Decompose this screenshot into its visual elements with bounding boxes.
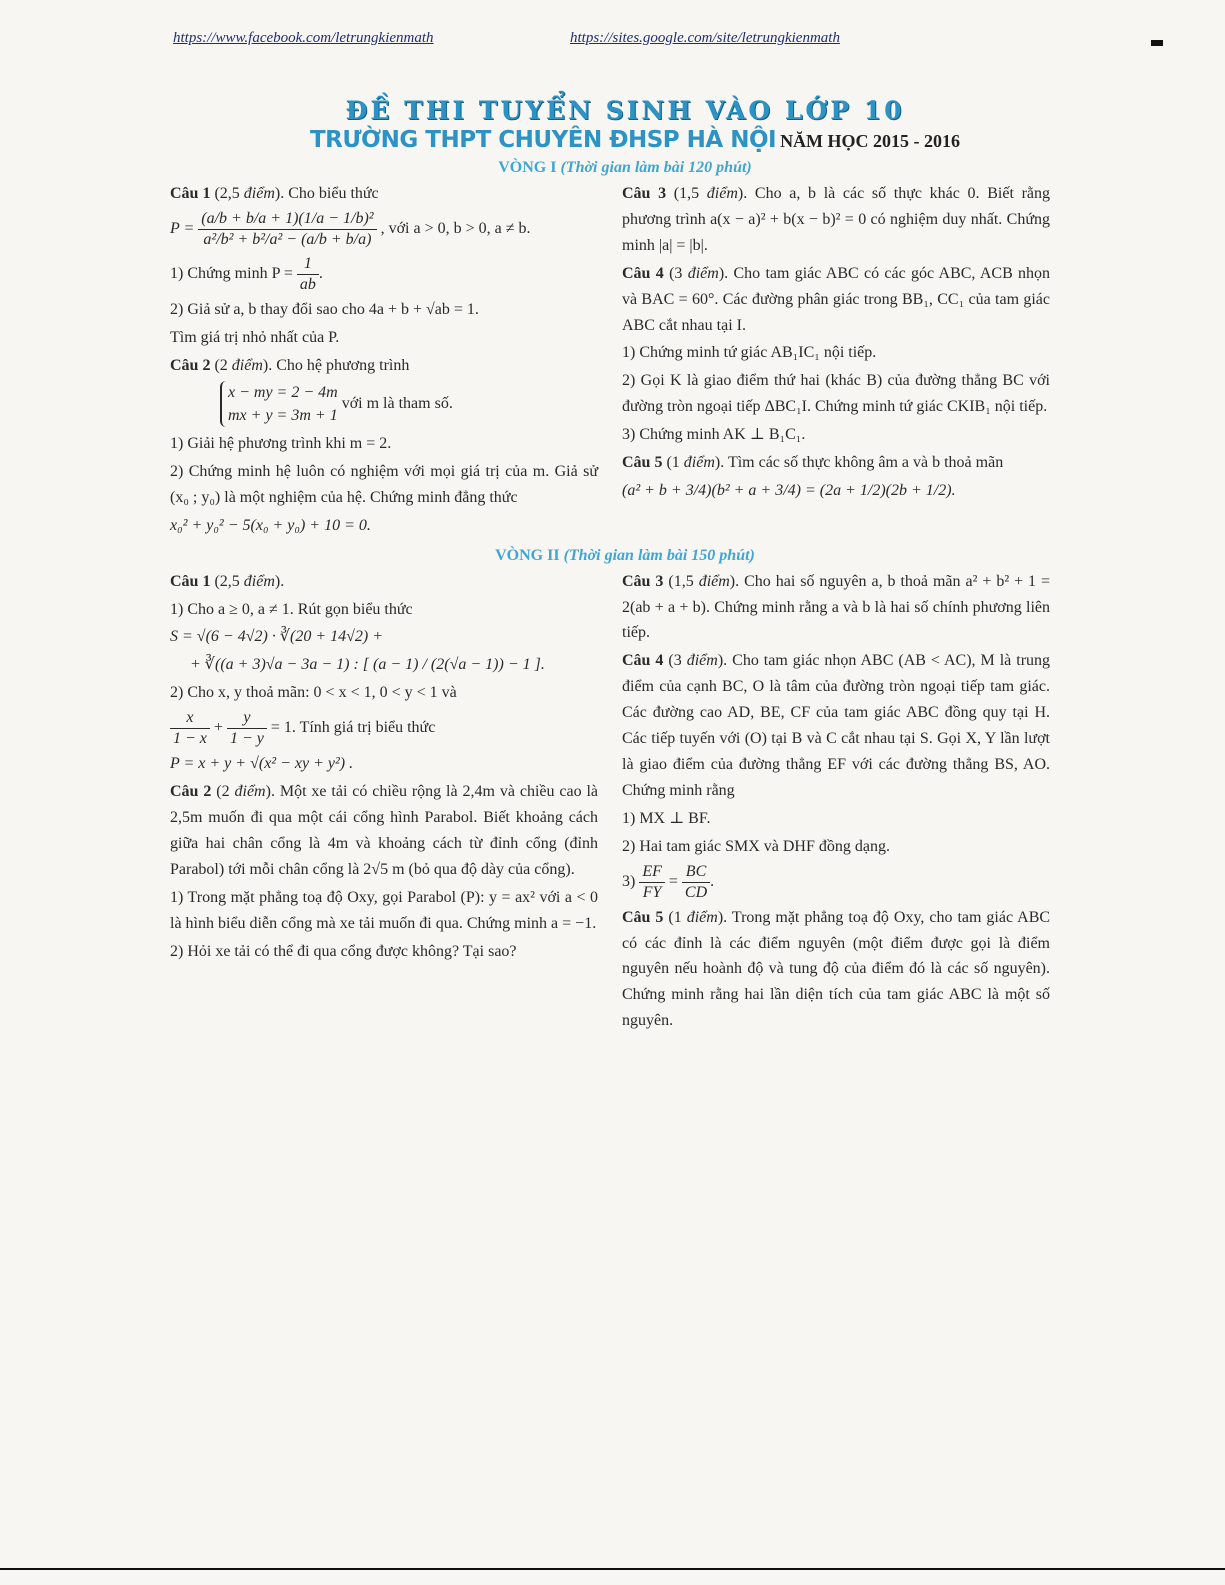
- r2-q4-part2: 2) Hai tam giác SMX và DHF đồng dạng.: [622, 837, 890, 855]
- round-2-title: VÒNG II (Thời gian làm bài 150 phút): [495, 546, 755, 564]
- r1-q5-equation: (a² + b + 3/4)(b² + a + 3/4) = (2a + 1/2)(2b + 1/2).: [622, 481, 956, 499]
- r1-q2-identity: x₀² + y₀² − 5(x₀ + y₀) + 10 = 0.: [170, 516, 371, 534]
- r2-q5: Câu 5 (1 điểm). Trong mặt phẳng toạ độ Oxy, cho tam giác ABC có các đỉnh là các điểm nguyên (một điểm được gọi là điểm nguyên nếu hoành độ và tung độ của điểm đó là các số nguyên). Chứng minh rằng hai lần diện tích của tam giác ABC là một số nguyên.: [622, 908, 1051, 1030]
- r1-q1-part2b: Tìm giá trị nhỏ nhất của P.: [170, 328, 340, 346]
- round-1-left-column: [170, 181, 598, 541]
- round-2-right-column: [622, 569, 1050, 1037]
- round-2-columns: [170, 569, 1050, 1037]
- round-2-left-column: [170, 569, 598, 1037]
- r1-q4: Câu 4 (3 điểm). Cho tam giác ABC có các góc ABC, ACB nhọn và BAC = 60°. Các đường phân giác trong BB₁, CC₁ của tam giác ABC cắt nhau tại I.: [622, 264, 1051, 334]
- round-1-right-column: [622, 181, 1050, 541]
- exam-content: [170, 96, 1050, 1036]
- r2-q1-label: Câu 1 (2,5 điểm).: [170, 572, 285, 590]
- r2-q4-part1: 1) MX ⊥ BF.: [622, 809, 711, 827]
- facebook-link[interactable]: https://www.facebook.com/letrungkienmath: [173, 30, 434, 46]
- r1-q5: Câu 5 (1 điểm). Tìm các số thực không âm a và b thoả mãn: [622, 454, 1004, 472]
- r2-q3: Câu 3 (1,5 điểm). Cho hai số nguyên a, b thoả mãn a² + b² + 1 = 2(ab + a + b). Chứng minh rằng a và b là hai số chính phương liên tiếp.: [622, 572, 1051, 642]
- round-1-title: VÒNG I (Thời gian làm bài 120 phút): [498, 159, 752, 176]
- r1-q1-part1: 1) Chứng minh P = $\frac{1}{ab}$ .: [170, 254, 323, 293]
- r2-q1-part1: 1) Cho a ≥ 0, a ≠ 1. Rút gọn biểu thức: [170, 600, 413, 618]
- r1-q4-part2: 2) Gọi K là giao điểm thứ hai (khác B) của đường thẳng BC với đường tròn ngoại tiếp ΔBC₁I. Chứng minh tứ giác CKIB₁ nội tiếp.: [622, 372, 1050, 416]
- r2-q1-part2-eq: $\frac{x}{1 - x}$ + $\frac{y}{1 - y}$ = 1. Tính giá trị biểu thức: [170, 708, 598, 749]
- r2-q2-part2: 2) Hỏi xe tải có thể đi qua cổng được không? Tại sao?: [170, 942, 517, 960]
- r1-q2-part1: 1) Giải hệ phương trình khi m = 2.: [170, 435, 392, 452]
- r1-q2-part2: 2) Chứng minh hệ luôn có nghiệm với mọi giá trị của m. Giả sử (x₀ ; y₀) là một nghiệm của hệ. Chứng minh đẳng thức: [170, 462, 598, 506]
- r2-q1-part2: 2) Cho x, y thoả mãn: 0 < x < 1, 0 < y < 1 và: [170, 684, 457, 702]
- r2-q1-expr-s2: + ∛((a + 3)√a − 3a − 1) : [ (a − 1) / (2(√a − 1)) − 1 ].: [190, 656, 545, 674]
- corner-mark: [1151, 40, 1163, 46]
- r1-q3: Câu 3 (1,5 điểm). Cho a, b là các số thực khác 0. Biết rằng phương trình a(x − a)² + b(x − b)² = 0 có nghiệm duy nhất. Chứng minh |a| = |b|.: [622, 185, 1050, 254]
- school-name: TRƯỜNG THPT CHUYÊN ĐHSP HÀ NỘI: [309, 127, 777, 153]
- school-year: NĂM HỌC 2015 - 2016: [780, 131, 961, 151]
- exam-title: ĐỀ THI TUYỂN SINH VÀO LỚP 10: [345, 96, 905, 125]
- r2-q2-part1: 1) Trong mặt phẳng toạ độ Oxy, gọi Parabol (P): y = ax² với a < 0 là hình biểu diễn cổng mà xe tải muốn đi qua. Chứng minh a = −1.: [170, 888, 598, 932]
- r2-q4-part3: 3) $\frac{EF}{FY}$ = $\frac{BC}{CD}$ .: [622, 862, 715, 901]
- r1-q4-part3: 3) Chứng minh AK ⊥ B₁C₁.: [622, 426, 806, 444]
- r2-q4: Câu 4 (3 điểm). Cho tam giác nhọn ABC (AB < AC), M là trung điểm của cạnh BC, O là tâm của đường tròn ngoại tiếp tam giác. Các đường cao AD, BE, CF của tam giác ABC đồng quy tại H. Các tiếp tuyến với (O) tại B và C cắt nhau tại S. Gọi X, Y lần lượt là giao điểm của đường thẳng EF với các đường thẳng BS, AO. Chứng minh rằng: [622, 652, 1051, 799]
- r1-q1-part2: 2) Giả sử a, b thay đổi sao cho 4a + b + √ab = 1.: [170, 300, 479, 318]
- r1-q1-intro: Câu 1 (2,5 điểm). Cho biểu thức: [170, 185, 379, 202]
- r1-q4-part1: 1) Chứng minh tứ giác AB₁IC₁ nội tiếp.: [622, 344, 877, 362]
- google-sites-link[interactable]: https://sites.google.com/site/letrungkienmath: [570, 30, 840, 46]
- r2-q1-expr-p: P = x + y + √(x² − xy + y²) .: [170, 755, 354, 773]
- r1-q1-expression: P = $\frac{\text{(a/b + b/a + 1)(1/a − 1/b)²}}{\text{a²/b² + b²/a² − (a/b + b/a)}}$ , với a > 0, b > 0, a ≠ b.: [170, 209, 531, 248]
- r2-q2: Câu 2 (2 điểm). Một xe tải có chiều rộng là 2,4m và chiều cao là 2,5m muốn đi qua một cái cổng hình Parabol. Biết khoảng cách giữa hai chân cổng là 4m và khoảng cách từ đỉnh cổng (đỉnh Parabol) tới mỗi chân cổng là 2√5 m (bỏ qua độ dày của cổng).: [170, 783, 599, 878]
- r1-q2-intro: Câu 2 (2 điểm). Cho hệ phương trình: [170, 356, 410, 374]
- exam-subtitle: [220, 127, 1050, 153]
- r1-q2-system: x − my = 2 − 4m mx + y = 3m + 1 với m là tham số.: [170, 381, 598, 427]
- r2-q1-expr-s1: S = √(6 − 4√2) · ∛(20 + 14√2) +: [170, 628, 384, 646]
- round-1-columns: [170, 181, 1050, 541]
- bottom-rule: [0, 1568, 1225, 1570]
